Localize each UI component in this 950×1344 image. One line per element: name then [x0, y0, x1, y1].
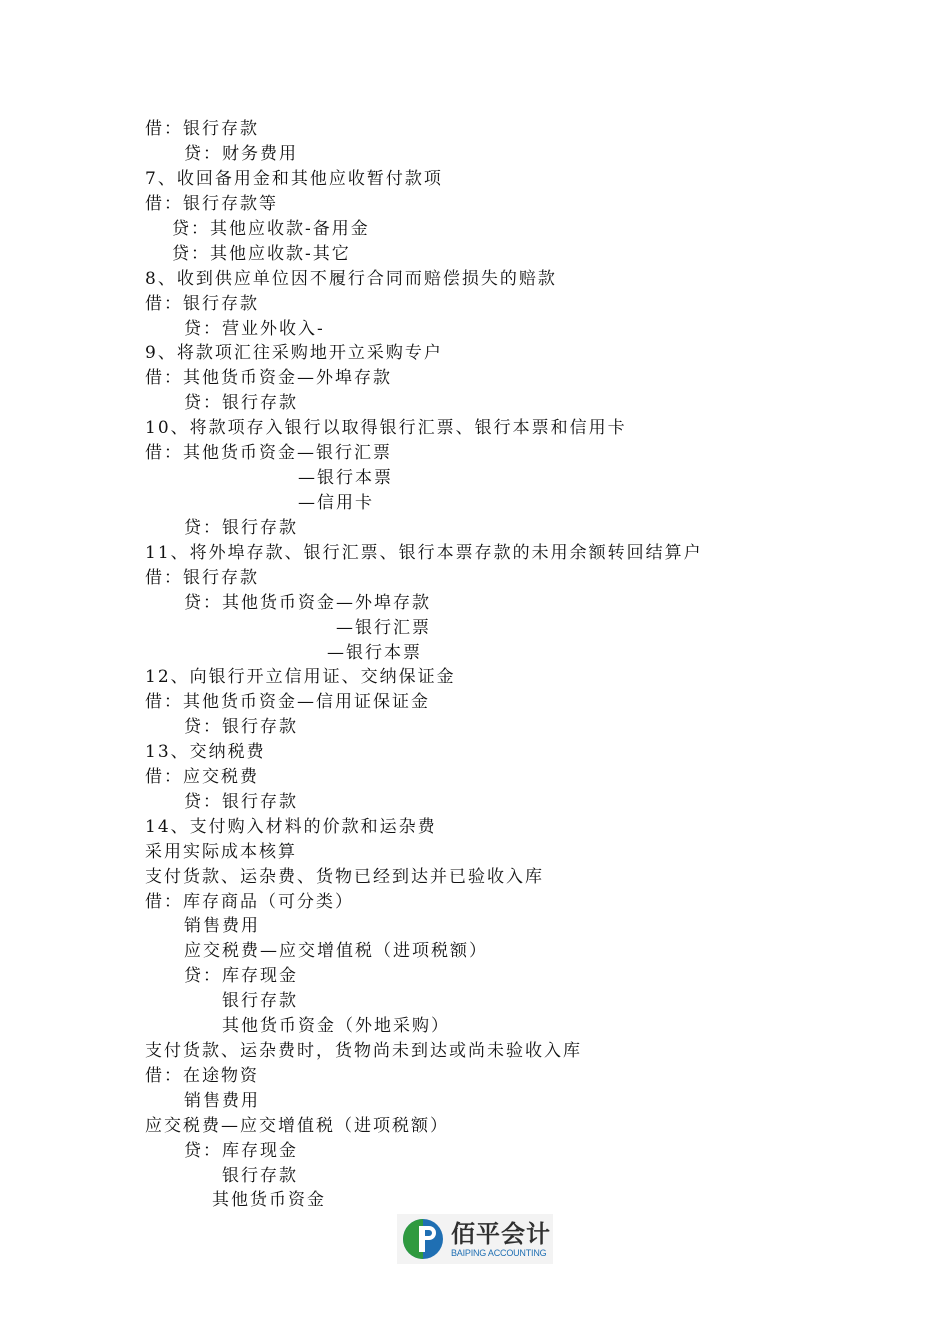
journal-line: 贷：库存现金: [184, 1141, 298, 1161]
paragraph-line: 支付货款、运杂费时，货物尚未到达或尚未验收入库: [145, 1041, 582, 1061]
journal-line: 借：在途物资: [145, 1066, 259, 1086]
journal-line: —银行本票: [298, 468, 393, 488]
journal-line: 借：其他货币资金—信用证保证金: [145, 692, 430, 712]
journal-line: 贷：库存现金: [184, 966, 298, 986]
journal-line: —银行本票: [327, 643, 422, 663]
logo-name-cn: 佰平会计: [451, 1219, 551, 1248]
bp-logo-icon: [401, 1217, 445, 1261]
journal-line: 贷：银行存款: [184, 393, 298, 413]
section-heading: 7、收回备用金和其他应收暂付款项: [145, 169, 443, 189]
journal-line: —信用卡: [298, 493, 374, 513]
journal-line: 贷：财务费用: [184, 144, 298, 164]
journal-line: 借：应交税费: [145, 767, 259, 787]
journal-line: 销售费用: [184, 916, 260, 936]
journal-line: —银行汇票: [336, 618, 431, 638]
journal-line: 应交税费—应交增值税（进项税额）: [184, 941, 488, 961]
journal-line: 银行存款: [222, 991, 298, 1011]
section-heading: 11、将外埠存款、银行汇票、银行本票存款的未用余额转回结算户: [145, 543, 703, 563]
journal-line: 贷：其他应收款-其它: [172, 244, 351, 264]
paragraph-line: 采用实际成本核算: [145, 842, 297, 862]
journal-line: 借：银行存款: [145, 568, 259, 588]
logo-name-en: BAIPING ACCOUNTING: [451, 1247, 547, 1258]
journal-line: 应交税费—应交增值税（进项税额）: [145, 1116, 449, 1136]
journal-line: 借：银行存款: [145, 119, 259, 139]
journal-line: 销售费用: [184, 1091, 260, 1111]
journal-line: 借：库存商品（可分类）: [145, 892, 354, 912]
journal-line: 其他货币资金: [212, 1190, 326, 1210]
journal-line: 贷：营业外收入-: [184, 319, 325, 339]
section-heading: 10、将款项存入银行以取得银行汇票、银行本票和信用卡: [145, 418, 627, 438]
section-heading: 8、收到供应单位因不履行合同而赔偿损失的赔款: [145, 269, 557, 289]
journal-line: 借：其他货币资金—外埠存款: [145, 368, 392, 388]
section-heading: 14、支付购入材料的价款和运杂费: [145, 817, 437, 837]
section-heading: 9、将款项汇往采购地开立采购专户: [145, 343, 443, 363]
journal-line: 贷：银行存款: [184, 518, 298, 538]
section-heading: 13、交纳税费: [145, 742, 266, 762]
baiping-accounting-logo: [397, 1214, 553, 1264]
journal-line: 借：银行存款: [145, 294, 259, 314]
journal-line: 其他货币资金（外地采购）: [222, 1016, 450, 1036]
journal-line: 银行存款: [222, 1166, 298, 1186]
journal-line: 借：其他货币资金—银行汇票: [145, 443, 392, 463]
journal-line: 贷：其他应收款-备用金: [172, 219, 370, 239]
journal-line: 贷：其他货币资金—外埠存款: [184, 593, 431, 613]
section-heading: 12、向银行开立信用证、交纳保证金: [145, 667, 456, 687]
journal-line: 贷：银行存款: [184, 792, 298, 812]
journal-line: 借：银行存款等: [145, 194, 278, 214]
journal-line: 贷：银行存款: [184, 717, 298, 737]
paragraph-line: 支付货款、运杂费、货物已经到达并已验收入库: [145, 867, 544, 887]
